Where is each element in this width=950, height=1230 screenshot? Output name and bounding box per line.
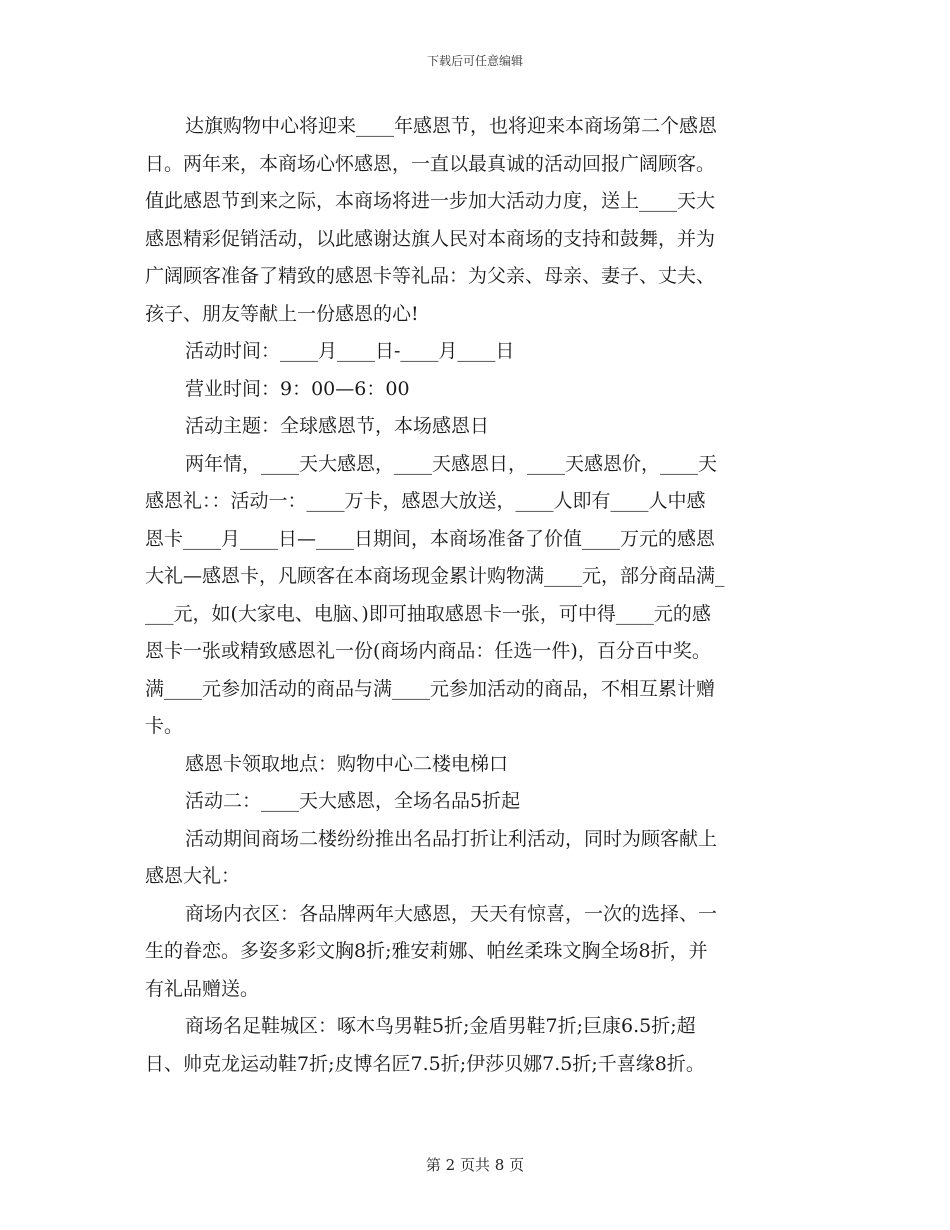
paragraph-line: 恩卡____月____日—____日期间，本商场准备了价值____万元的感恩 — [145, 527, 716, 550]
paragraph-line: 生的眷恋。多姿多彩文胸8折;雅安莉娜、帕丝柔珠文胸全场8折，并 — [145, 940, 708, 962]
paragraph-line: 两年情，____天大感恩，____天感恩日，____天感恩价，____天 — [185, 452, 718, 475]
paragraph-line: 商场内衣区：各品牌两年大感恩，天天有惊喜，一次的选择、一 — [185, 902, 718, 925]
paragraph-line: 活动时间：____月____日-____月____日 — [185, 340, 515, 362]
paragraph-line: ___元，如(大家电、电脑、)即可抽取感恩卡一张，可中得____元的感 — [145, 602, 711, 625]
paragraph-line: 活动二：____天大感恩，全场名品5折起 — [185, 790, 521, 812]
paragraph-line: 感恩卡领取地点：购物中心二楼电梯口 — [185, 752, 509, 775]
paragraph-line: 日、帅克龙运动鞋7折;皮博名匠7.5折;伊莎贝娜7.5折;千喜缘8折。 — [145, 1052, 705, 1075]
page-footer: 第 2 页共 8 页 — [425, 1156, 525, 1174]
paragraph-line: 满____元参加活动的商品与满____元参加活动的商品，不相互累计赠 — [145, 677, 716, 700]
paragraph-line: 达旗购物中心将迎来____年感恩节，也将迎来本商场第二个感恩 — [185, 115, 718, 137]
paragraph-line: 孩子、朋友等献上一份感恩的心! — [145, 302, 419, 325]
paragraph-line: 广阔顾客准备了精致的感恩卡等礼品：为父亲、母亲、妻子、丈夫、 — [145, 265, 716, 287]
paragraph-line: 活动期间商场二楼纷纷推出名品打折让利活动，同时为顾客献上 — [185, 827, 718, 850]
paragraph-line: 大礼—感恩卡，凡顾客在本商场现金累计购物满____元，部分商品满_ — [145, 565, 725, 587]
page-header: 下载后可任意编辑 — [426, 54, 523, 68]
paragraph-line: 感恩精彩促销活动，以此感谢达旗人民对本商场的支持和鼓舞，并为 — [145, 227, 716, 250]
paragraph-line: 营业时间：9：00—6：00 — [185, 377, 410, 400]
document-body — [145, 108, 805, 1083]
paragraph-line: 活动主题：全球感恩节，本场感恩日 — [185, 415, 490, 437]
paragraph-line: 感恩大礼： — [145, 865, 241, 887]
paragraph-line: 有礼品赠送。 — [145, 977, 260, 1000]
paragraph-line: 值此感恩节到来之际，本商场将进一步加大活动力度，送上____天大 — [145, 190, 716, 212]
paragraph-line: 卡。 — [145, 715, 184, 737]
paragraph-line: 商场名足鞋城区：啄木鸟男鞋5折;金盾男鞋7折;巨康6.5折;超 — [185, 1015, 696, 1037]
paragraph-line: 日。两年来，本商场心怀感恩，一直以最真诚的活动回报广阔顾客。 — [145, 152, 716, 175]
paragraph-line: 感恩礼：：活动一：____万卡，感恩大放送，____人即有____人中感 — [145, 490, 706, 512]
paragraph-line: 恩卡一张或精致感恩礼一份(商场内商品：任选一件)，百分百中奖。 — [145, 640, 711, 662]
